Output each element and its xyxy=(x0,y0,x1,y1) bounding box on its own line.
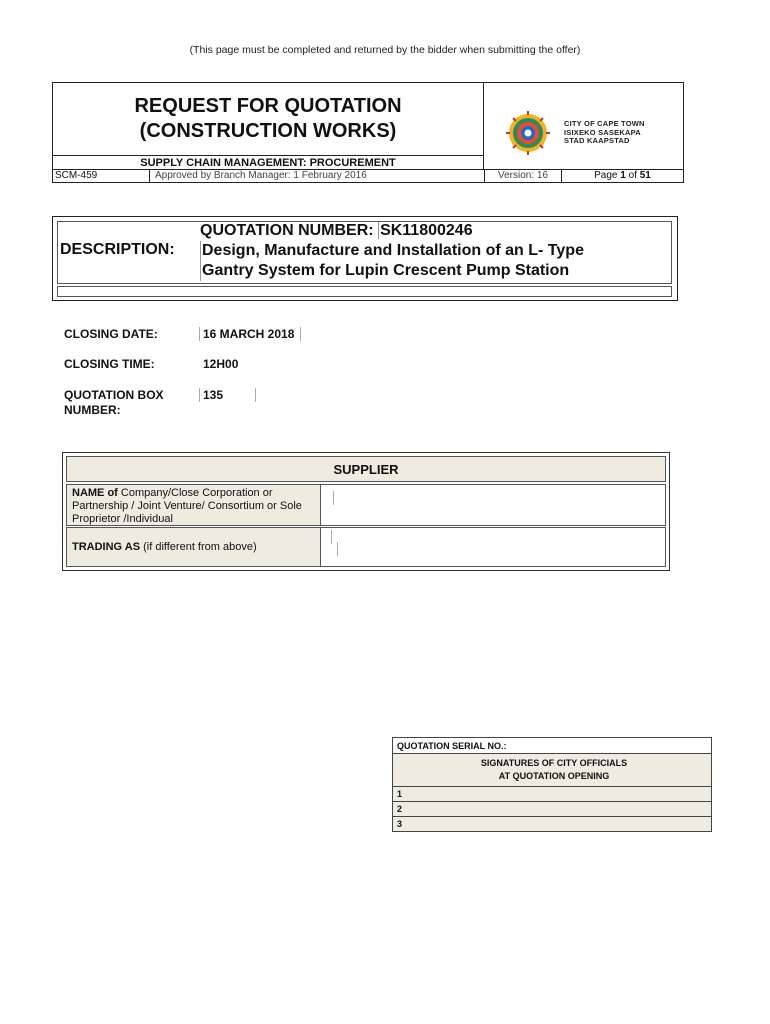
signatures-heading: SIGNATURES OF CITY OFFICIALS AT QUOTATION OPENING xyxy=(393,754,711,787)
closing-time-label: CLOSING TIME: xyxy=(64,357,155,371)
page-indicator: Page 1 of 51 xyxy=(561,170,683,182)
supplier-heading: SUPPLIER xyxy=(66,456,666,482)
quotation-number: QUOTATION NUMBER: SK11800246 xyxy=(200,222,473,239)
city-logo xyxy=(484,83,683,169)
form-code: SCM-459 xyxy=(55,170,98,181)
description-box xyxy=(52,216,678,301)
header-subtitle: SUPPLY CHAIN MANAGEMENT: PROCUREMENT xyxy=(53,155,484,169)
trading-as-row xyxy=(66,527,666,567)
approval-text: Approved by Branch Manager: 1 February 2016 xyxy=(149,170,484,182)
quotation-box-label: QUOTATION BOX NUMBER: xyxy=(64,388,164,417)
closing-date-value: 16 MARCH 2018 xyxy=(199,327,301,341)
header-meta-row xyxy=(53,169,683,182)
serial-table xyxy=(392,737,712,832)
trading-as-label: TRADING AS (if different from above) xyxy=(67,528,321,566)
supplier-table xyxy=(62,452,670,571)
signature-row-3[interactable]: 3 xyxy=(393,817,711,831)
signature-row-1[interactable]: 1 xyxy=(393,787,711,802)
closing-time-value: 12H00 xyxy=(203,357,239,371)
quotation-description: Design, Manufacture and Installation of an L- Type Gantry System for Lupin Crescent Pump Station xyxy=(200,241,670,281)
serial-heading: QUOTATION SERIAL NO.: xyxy=(393,738,711,754)
quotation-box-value: 135 xyxy=(199,388,256,402)
closing-date-label: CLOSING DATE: xyxy=(64,327,158,341)
submission-note: (This page must be completed and returned by the bidder when submitting the offer) xyxy=(189,44,581,56)
form-title-line2: (CONSTRUCTION WORKS) xyxy=(139,120,397,142)
signature-row-2[interactable]: 2 xyxy=(393,802,711,817)
city-logo-text: CITY OF CAPE TOWN ISIXEKO SASEKAPA STAD KAAPSTAD xyxy=(564,119,645,145)
trading-as-field[interactable] xyxy=(341,532,661,562)
quotation-number-value: SK11800246 xyxy=(380,222,473,239)
form-header xyxy=(52,82,684,183)
city-emblem-icon xyxy=(488,103,566,163)
supplier-name-row xyxy=(66,484,666,526)
version-text: Version: 16 xyxy=(484,170,561,182)
form-title-line1: REQUEST FOR QUOTATION xyxy=(134,95,402,117)
supplier-name-label: NAME of Company/Close Corporation or Partnership / Joint Venture/ Consortium or Sole Proprietor /Individual xyxy=(67,485,321,525)
supplier-name-field[interactable] xyxy=(335,489,661,521)
header-title-cell xyxy=(53,83,484,155)
description-spacer-row xyxy=(57,286,672,297)
description-label: DESCRIPTION: xyxy=(60,241,175,258)
